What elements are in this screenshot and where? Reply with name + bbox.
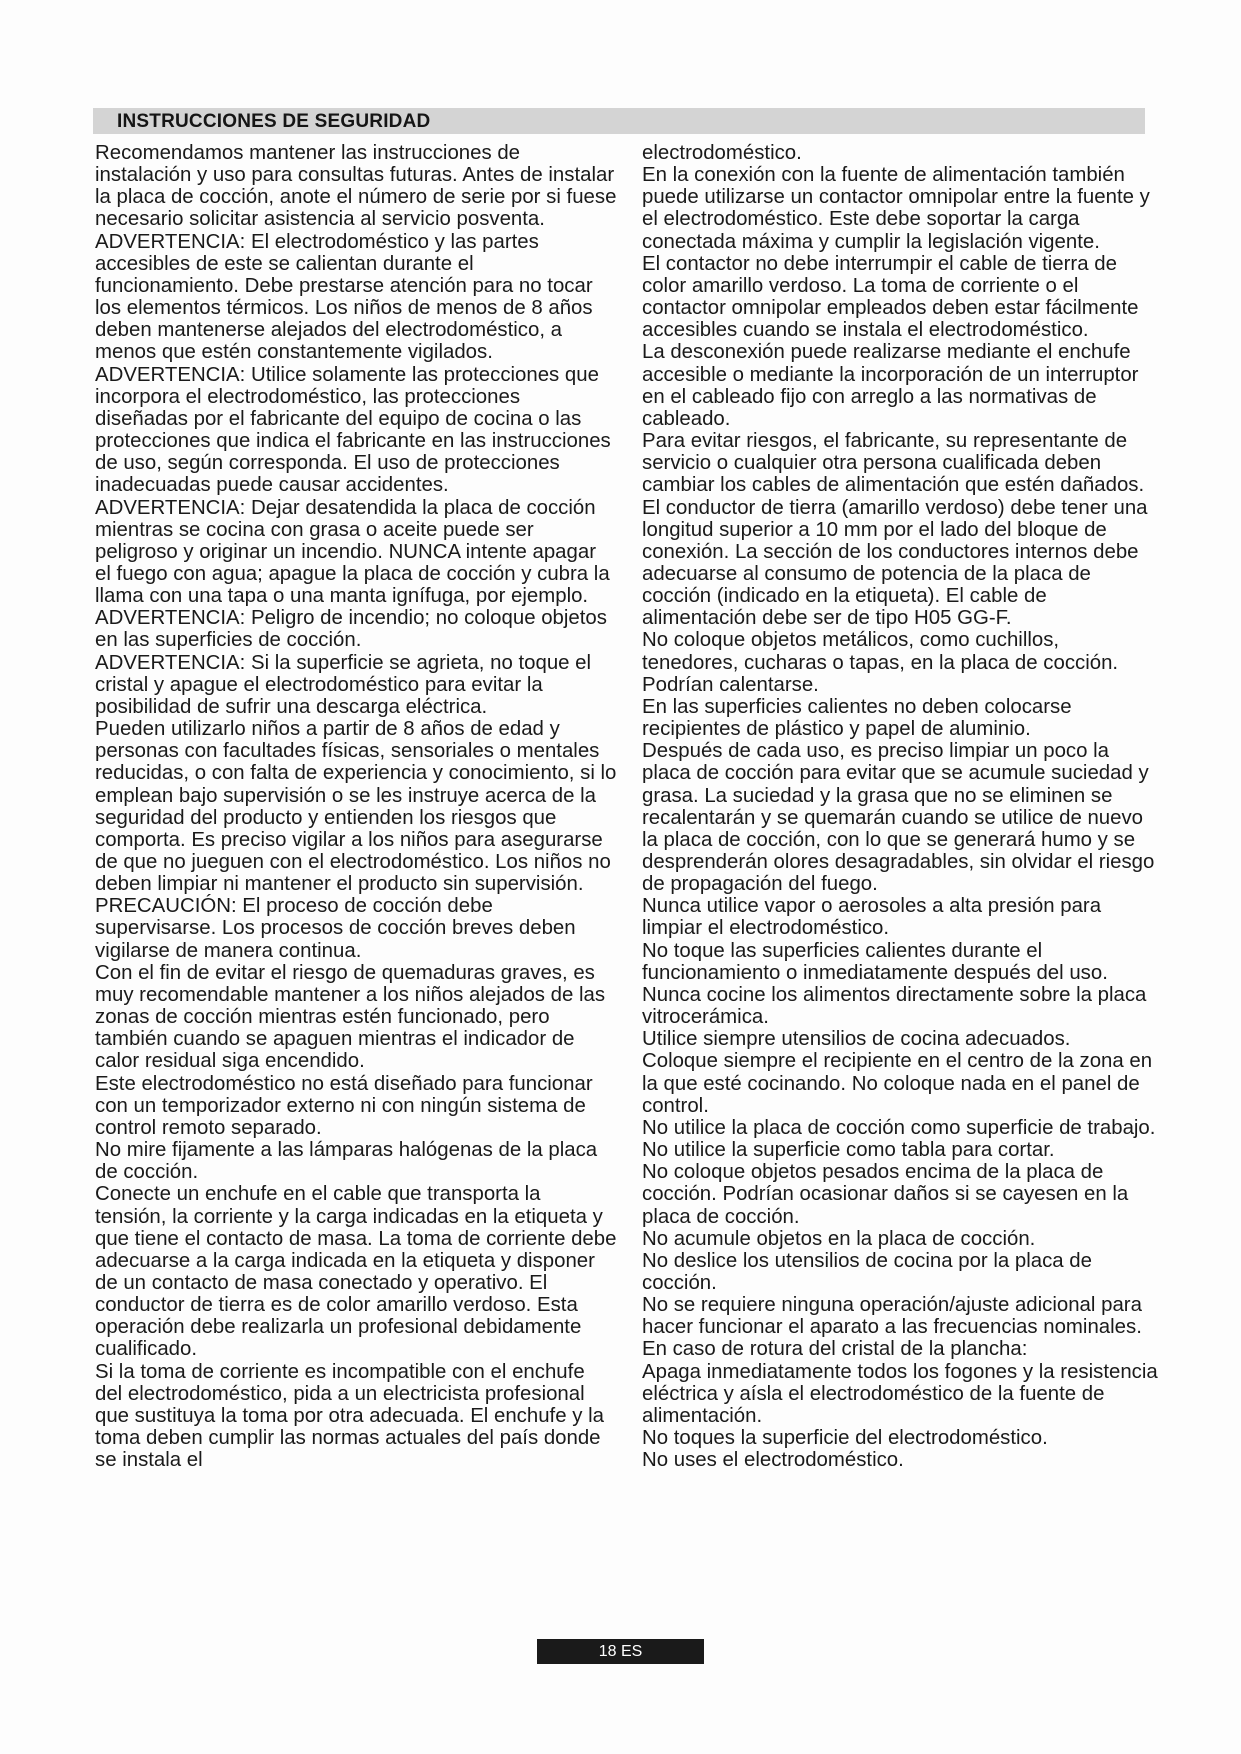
paragraph: electrodoméstico. — [642, 142, 802, 164]
paragraph: No toques la superficie del electrodoméstico. — [642, 1427, 1048, 1450]
right-text-column — [642, 142, 1160, 1471]
paragraph: La desconexión puede realizarse mediante el enchufe accesible o mediante la incorporación de un interruptor en el cableado fijo con arreglo a las normativas de cableado. — [642, 341, 1139, 430]
paragraph: Para evitar riesgos, el fabricante, su representante de servicio o cualquier otra persona cualificada deben cambiar los cables de alimentación que estén dañados. El conductor de tierra (amarillo verdoso) debe tener una longitud superior a 10 mm por el lado del bloque de conexión. La sección de los conductores internos debe adecuarse al consumo de potencia de la placa de cocción (indicado en la etiqueta). El cable de alimentación debe ser de tipo H05 GG-F. — [642, 430, 1148, 630]
paragraph: No se requiere ninguna operación/ajuste adicional para hacer funcionar el aparato a las frecuencias nominales. — [642, 1294, 1142, 1339]
paragraph: Este electrodoméstico no está diseñado para funcionar con un temporizador externo ni con ningún sistema de control remoto separado. — [95, 1072, 593, 1139]
paragraph: Utilice siempre utensilios de cocina adecuados. — [642, 1028, 1071, 1051]
paragraph: No coloque objetos pesados encima de la placa de cocción. Podrían ocasionar daños si se cayesen en la placa de cocción. — [642, 1161, 1129, 1228]
paragraph: No utilice la placa de cocción como superficie de trabajo. — [642, 1116, 1156, 1139]
paragraph: ADVERTENCIA: Utilice solamente las protecciones que incorpora el electrodoméstico, las protecciones diseñadas por el fabricante del equipo de cocina o las protecciones que indica el fabricante en las instrucciones de uso, según corresponda. El uso de protecciones inadecuadas puede causar accidentes. — [95, 363, 611, 497]
paragraph: Conecte un enchufe en el cable que transporta la tensión, la corriente y la carga indicadas en la etiqueta y que tiene el contacto de masa. La toma de corriente debe adecuarse a la carga indicada en la etiqueta y disponer de un contacto de masa conectado y operativo. El conductor de tierra es de color amarillo verdoso. Esta operación debe realizarla un profesional debidamente cualificado. — [95, 1183, 617, 1361]
paragraph: No acumule objetos en la placa de cocción. — [642, 1227, 1036, 1250]
paragraph: No mire fijamente a las lámparas halógenas de la placa de cocción. — [95, 1139, 598, 1184]
section-title: INSTRUCCIONES DE SEGURIDAD — [117, 111, 431, 132]
paragraph: Después de cada uso, es preciso limpiar un poco la placa de cocción para evitar que se acumule suciedad y grasa. La suciedad y la grasa que no se eliminen se recalentarán y se quemarán cuando se utilice de nuevo la placa de cocción, con lo que se generará humo y se desprenderán olores desagradables, sin olvidar el riesgo de propagación del fuego. — [642, 740, 1155, 896]
paragraph: Nunca cocine los alimentos directamente sobre la placa vitrocerámica. — [642, 983, 1147, 1029]
paragraph: Con el fin de evitar el riesgo de quemaduras graves, es muy recomendable mantener a los niños alejados de las zonas de cocción mientras estén funcionado, pero también cuando se apaguen mientras el indicador de calor residual siga encendido. — [95, 961, 606, 1073]
left-text-column — [95, 142, 617, 1471]
paragraph: No deslice los utensilios de cocina por la placa de cocción. — [642, 1249, 1092, 1294]
paragraph: Coloque siempre el recipiente en el centro de la zona en la que esté cocinando. No coloque nada en el panel de control. — [642, 1050, 1153, 1117]
section-header-bar — [93, 108, 1145, 134]
paragraph: No utilice la superficie como tabla para cortar. — [642, 1139, 1055, 1162]
page-number-badge — [537, 1639, 704, 1664]
paragraph: En las superficies calientes no deben colocarse recipientes de plástico y papel de aluminio. — [642, 695, 1072, 741]
paragraph: ADVERTENCIA: Dejar desatendida la placa de cocción mientras se cocina con grasa o aceite puede ser peligroso y originar un incendio. NUNCA intente apagar el fuego con agua; apague la placa de cocción y cubra la llama con una tapa o una manta ignífuga, por ejemplo. — [95, 496, 610, 608]
paragraph: PRECAUCIÓN: El proceso de cocción debe supervisarse. Los procesos de cocción breves deben vigilarse de manera continua. — [95, 895, 576, 962]
paragraph: ADVERTENCIA: Peligro de incendio; no coloque objetos en las superficies de cocción. — [95, 607, 607, 652]
paragraph: En caso de rotura del cristal de la plancha: — [642, 1338, 1028, 1361]
paragraph: No uses el electrodoméstico. — [642, 1449, 904, 1472]
paragraph: No toque las superficies calientes durante el funcionamiento o inmediatamente después del uso. — [642, 939, 1108, 984]
paragraph: Recomendamos mantener las instrucciones de instalación y uso para consultas futuras. Antes de instalar la placa de cocción, anote el número de serie por si fuese necesario solicitar asistencia al servicio posventa. — [95, 142, 617, 231]
paragraph: El contactor no debe interrumpir el cable de tierra de color amarillo verdoso. La toma de corriente o el contactor omnipolar empleados deben estar fácilmente accesibles cuando se instala el electrodoméstico. — [642, 252, 1139, 342]
paragraph: ADVERTENCIA: El electrodoméstico y las partes accesibles de este se calientan durante el funcionamiento. Debe prestarse atención para no tocar los elementos térmicos. Los niños de menos de 8 años deben mantenerse alejados del electrodoméstico, a menos que estén constantemente vigilados. — [95, 230, 593, 364]
paragraph: Si la toma de corriente es incompatible con el enchufe del electrodoméstico, pida a un electricista profesional que sustituya la toma por otra adecuada. El enchufe y la toma deben cumplir las normas actuales del país donde se instala el — [95, 1360, 604, 1472]
page-number: 18 ES — [598, 1643, 643, 1660]
paragraph: En la conexión con la fuente de alimentación también puede utilizarse un contactor omnipolar entre la fuente y el electrodoméstico. Este debe soportar la carga conectada máxima y cumplir la legislación vigente. — [642, 164, 1150, 253]
paragraph: Nunca utilice vapor o aerosoles a alta presión para limpiar el electrodoméstico. — [642, 895, 1102, 940]
paragraph: No coloque objetos metálicos, como cuchillos, tenedores, cucharas o tapas, en la placa de cocción. Podrían calentarse. — [642, 629, 1119, 696]
paragraph: Apaga inmediatamente todos los fogones y la resistencia eléctrica y aísla el electrodoméstico de la fuente de alimentación. — [642, 1360, 1158, 1427]
paragraph: Pueden utilizarlo niños a partir de 8 años de edad y personas con facultades físicas, sensoriales o mentales reducidas, o con falta de experiencia y conocimiento, si lo emplean bajo supervisión o se les instruye acerca de la seguridad del producto y entienden los riesgos que comporta. Es preciso vigilar a los niños para asegurarse de que no jueguen con el electrodoméstico. Los niños no deben limpiar ni mantener el producto sin supervisión. — [95, 718, 617, 896]
paragraph: ADVERTENCIA: Si la superficie se agrieta, no toque el cristal y apague el electrodoméstico para evitar la posibilidad de sufrir una descarga eléctrica. — [95, 651, 592, 718]
